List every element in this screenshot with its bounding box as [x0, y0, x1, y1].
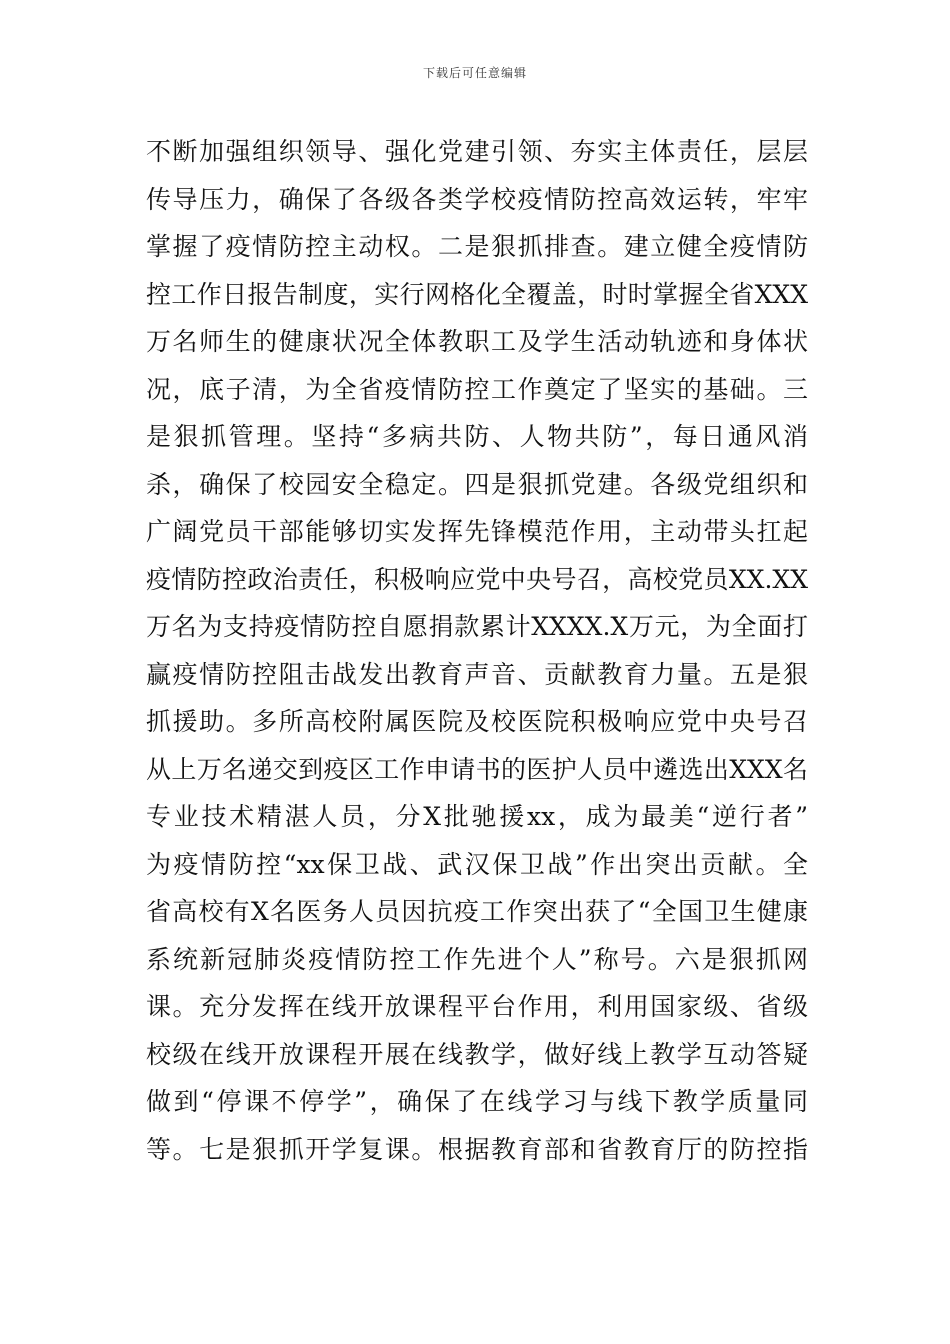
document-body [146, 128, 808, 1173]
text-line-13: 抓援助。多所高校附属医院及校医院积极响应党中央号召 [146, 707, 808, 736]
text-line-19: 课。充分发挥在线开放课程平台作用，利用国家级、省级 [146, 992, 808, 1021]
text-line-10: 疫情防控政治责任，积极响应党中央号召，高校党员XX.XX [146, 564, 808, 594]
text-line-1: 不断加强组织领导、强化党建引领、夯实主体责任，层层 [146, 137, 808, 166]
text-line-18: 系统新冠肺炎疫情防控工作先进个人”称号。六是狠抓网 [146, 944, 808, 974]
text-line-8: 杀，确保了校园安全稳定。四是狠抓党建。各级党组织和 [146, 469, 808, 499]
text-line-21: 做到“停课不停学”，确保了在线学习与线下教学质量同 [146, 1087, 808, 1116]
text-line-7: 是狠抓管理。坚持“多病共防、人物共防”，每日通风消 [146, 422, 808, 451]
text-line-20: 校级在线开放课程开展在线教学，做好线上教学互动答疑 [146, 1039, 808, 1069]
text-line-6: 况，底子清，为全省疫情防控工作奠定了坚实的基础。三 [146, 374, 808, 404]
text-line-17: 省高校有X名医务人员因抗疫工作突出获了“全国卫生健康 [146, 897, 808, 926]
text-line-14: 从上万名递交到疫区工作申请书的医护人员中遴选出XXX名 [146, 754, 808, 784]
text-line-5: 万名师生的健康状况全体教职工及学生活动轨迹和身体状 [146, 327, 808, 356]
text-line-15: 专业技术精湛人员，分X批驰援xx，成为最美“逆行者” [146, 802, 808, 831]
text-line-3: 掌握了疫情防控主动权。二是狠抓排查。建立健全疫情防 [146, 232, 808, 261]
text-line-11: 万名为支持疫情防控自愿捐款累计XXXX.X万元，为全面打 [146, 612, 808, 641]
text-line-16: 为疫情防控“xx保卫战、武汉保卫战”作出突出贡献。全 [146, 849, 808, 879]
page-header-note: 下载后可任意编辑 [422, 66, 527, 80]
text-line-9: 广阔党员干部能够切实发挥先锋模范作用，主动带头扛起 [146, 517, 808, 546]
text-line-2: 传导压力，确保了各级各类学校疫情防控高效运转，牢牢 [146, 184, 808, 214]
text-line-22: 等。七是狠抓开学复课。根据教育部和省教育厅的防控指 [146, 1134, 808, 1164]
text-line-12: 赢疫情防控阻击战发出教育声音、贡献教育力量。五是狠 [146, 659, 808, 689]
text-line-4: 控工作日报告制度，实行网格化全覆盖，时时掌握全省XXX [146, 279, 808, 309]
